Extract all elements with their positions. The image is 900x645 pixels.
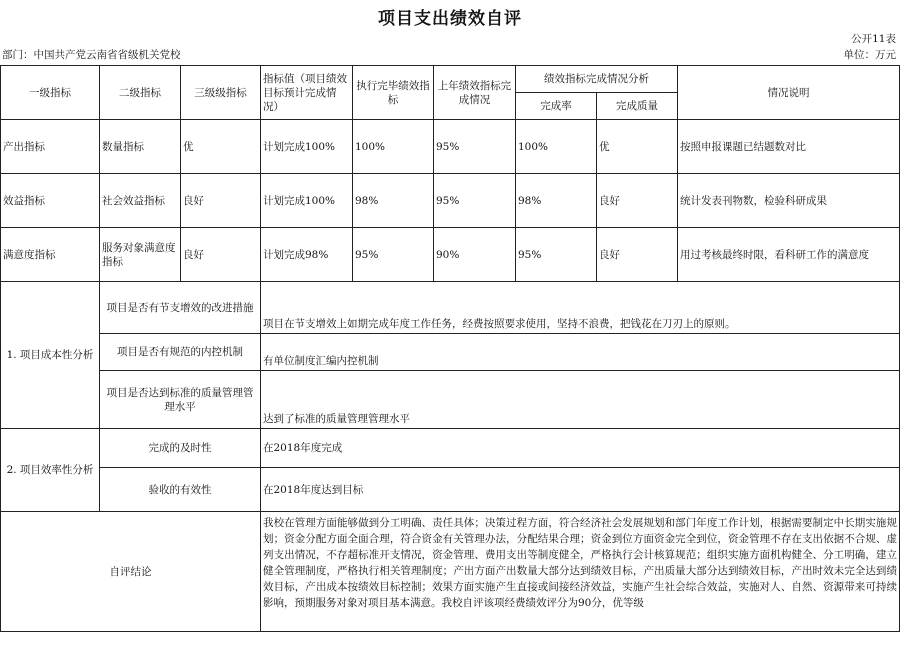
header-level2: 二级指标 — [100, 66, 181, 120]
indicator-last-year: 95% — [434, 174, 516, 228]
department-label: 部门：中国共产党云南省省级机关党校 — [2, 49, 181, 61]
page-title: 项目支出绩效自评 — [378, 9, 522, 29]
cost-analysis-row — [1, 371, 900, 429]
header-execution: 执行完毕绩效指标 — [353, 66, 434, 120]
cost-analysis-question: 项目是否达到标准的质量管理管理水平 — [100, 371, 261, 429]
efficiency-analysis-question: 完成的及时性 — [100, 429, 261, 468]
cost-analysis-row — [1, 282, 900, 334]
header-level1: 一级指标 — [1, 66, 100, 120]
self-evaluation-table — [0, 65, 900, 632]
efficiency-analysis-answer: 在2018年度完成 — [261, 429, 900, 468]
indicator-quality: 优 — [597, 120, 678, 174]
indicator-last-year: 90% — [434, 228, 516, 282]
indicator-note: 用过考核最终时限，看科研工作的满意度 — [678, 228, 900, 282]
cost-analysis-row — [1, 334, 900, 371]
cost-analysis-answer: 有单位制度汇编内控机制 — [261, 334, 900, 371]
cost-analysis-question: 项目是否有规范的内控机制 — [100, 334, 261, 371]
efficiency-analysis-answer: 在2018年度达到目标 — [261, 468, 900, 512]
header-completion-quality: 完成质量 — [597, 93, 678, 120]
header-row-1 — [1, 66, 900, 93]
indicator-rate: 95% — [516, 228, 597, 282]
indicator-note: 按照申报课题已结题数对比 — [678, 120, 900, 174]
header-analysis: 绩效指标完成情况分析 — [516, 66, 678, 93]
indicator-quality: 良好 — [597, 174, 678, 228]
indicator-note: 统计发表刊物数，检验科研成果 — [678, 174, 900, 228]
indicator-level1: 效益指标 — [1, 174, 100, 228]
indicator-rate: 100% — [516, 120, 597, 174]
indicator-row — [1, 120, 900, 174]
indicator-level1: 产出指标 — [1, 120, 100, 174]
indicator-execution: 98% — [353, 174, 434, 228]
unit-label: 单位：万元 — [843, 49, 896, 61]
form-number: 公开11表 — [851, 33, 896, 45]
efficiency-analysis-label: 2. 项目效率性分析 — [1, 429, 100, 512]
indicator-execution: 100% — [353, 120, 434, 174]
indicator-level2: 服务对象满意度指标 — [100, 228, 181, 282]
indicator-target: 计划完成98% — [261, 228, 353, 282]
header-notes: 情况说明 — [678, 66, 900, 120]
conclusion-text: 我校在管理方面能够做到分工明确、责任具体；决策过程方面，符合经济社会发展规划和部门年度工作计划，根据需要制定中长期实施规划；资金分配方面全面合理，符合资金有关管理办法，分配结果合理；资金到位方面资金完全到位，资金管理不存在支出依据不合规、虚列支出情况，不存超标准开支情况，资金管理、费用支出等制度健全，严格执行会计核算规范；组织实施方面机构健全、分工明确，建立健全管理制度，严格执行相关管理制度；产出方面产出数量大部分达到绩效目标，产出质量大部分达到绩效目标，产出时效未完全达到绩效目标，产出成本按绩效目标控制；效果方面实施产生直接或间接经济效益，实施产生社会综合效益，实施对人、自然、资源带来可持续影响，预期服务对象对项目基本满意。我校自评该项经费绩效评分为90分，优等级 — [261, 512, 900, 632]
efficiency-analysis-question: 验收的有效性 — [100, 468, 261, 512]
indicator-quality: 良好 — [597, 228, 678, 282]
indicator-target: 计划完成100% — [261, 174, 353, 228]
conclusion-label: 自评结论 — [1, 512, 261, 632]
indicator-execution: 95% — [353, 228, 434, 282]
indicator-level2: 社会效益指标 — [100, 174, 181, 228]
header-target: 指标值（项目绩效目标预计完成情况） — [261, 66, 353, 120]
indicator-level2: 数量指标 — [100, 120, 181, 174]
indicator-level3: 优 — [181, 120, 261, 174]
cost-analysis-answer: 达到了标准的质量管理管理水平 — [261, 371, 900, 429]
header-level3: 三级级指标 — [181, 66, 261, 120]
header-completion-rate: 完成率 — [516, 93, 597, 120]
indicator-row — [1, 228, 900, 282]
efficiency-analysis-row — [1, 429, 900, 468]
indicator-level1: 满意度指标 — [1, 228, 100, 282]
indicator-level3: 良好 — [181, 174, 261, 228]
indicator-level3: 良好 — [181, 228, 261, 282]
cost-analysis-answer: 项目在节支增效上如期完成年度工作任务，经费按照要求使用，坚持不浪费，把钱花在刀刃上的原则。 — [261, 282, 900, 334]
indicator-row — [1, 174, 900, 228]
indicator-last-year: 95% — [434, 120, 516, 174]
header-last-year: 上年绩效指标完成情况 — [434, 66, 516, 120]
indicator-rate: 98% — [516, 174, 597, 228]
conclusion-row — [1, 512, 900, 632]
efficiency-analysis-row — [1, 468, 900, 512]
indicator-target: 计划完成100% — [261, 120, 353, 174]
cost-analysis-label: 1. 项目成本性分析 — [1, 282, 100, 429]
cost-analysis-question: 项目是否有节支增效的改进措施 — [100, 282, 261, 334]
